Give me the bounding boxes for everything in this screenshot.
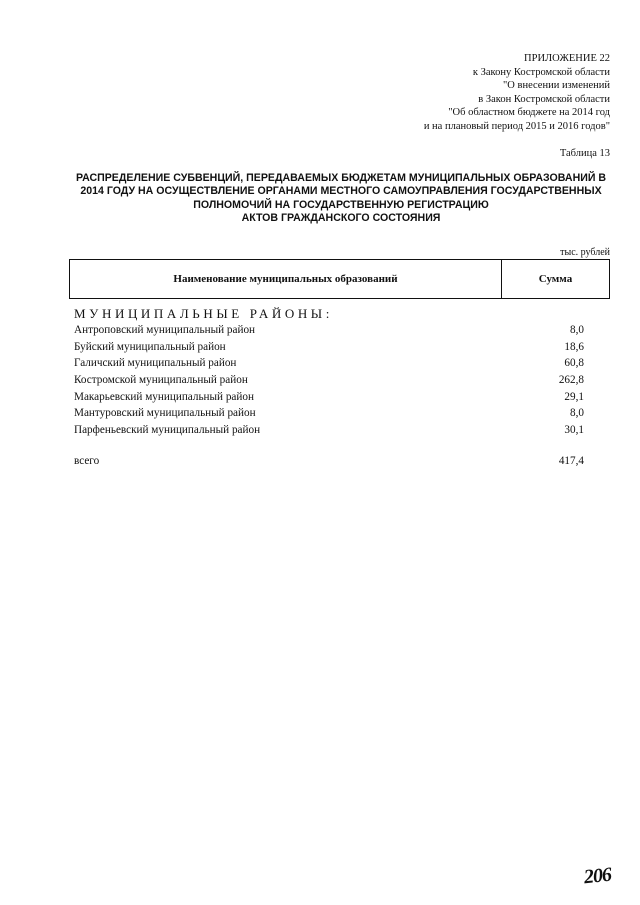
units-label: тыс. рублей bbox=[560, 247, 610, 258]
row-value: 60,8 bbox=[564, 357, 584, 370]
appendix-line: к Закону Костромской области bbox=[472, 66, 610, 78]
row-value: 30,1 bbox=[564, 423, 584, 436]
appendix-line: ПРИЛОЖЕНИЕ 22 bbox=[524, 53, 610, 64]
table-row bbox=[74, 405, 584, 422]
row-name: Макарьевский муниципальный район bbox=[74, 390, 254, 403]
page-number: 206 bbox=[582, 863, 613, 889]
total-value: 417,4 bbox=[558, 455, 584, 467]
row-name: Галичский муниципальный район bbox=[74, 357, 237, 370]
table-row bbox=[74, 355, 584, 372]
table-body bbox=[74, 322, 584, 438]
table-row bbox=[74, 422, 584, 439]
appendix-line: "О внесении изменений bbox=[503, 80, 610, 92]
header-name-column: Наименование муниципальных образований bbox=[70, 260, 502, 298]
row-name: Буйский муниципальный район bbox=[74, 340, 226, 353]
row-value: 8,0 bbox=[570, 324, 584, 337]
table-row bbox=[74, 388, 584, 405]
header-sum-column: Сумма bbox=[538, 273, 573, 285]
row-value: 262,8 bbox=[558, 374, 584, 387]
total-label: всего bbox=[74, 455, 100, 467]
row-value: 8,0 bbox=[570, 407, 584, 420]
row-value: 29,1 bbox=[564, 390, 584, 403]
appendix-header bbox=[270, 52, 610, 134]
title-line: ПОЛНОМОЧИЙ НА ГОСУДАРСТВЕННУЮ РЕГИСТРАЦИЮ bbox=[193, 198, 489, 211]
title-line: 2014 ГОДУ НА ОСУЩЕСТВЛЕНИЕ ОРГАНАМИ МЕСТНОГО САМОУПРАВЛЕНИЯ ГОСУДАРСТВЕННЫХ bbox=[80, 185, 602, 198]
appendix-line: и на плановый период 2015 и 2016 годов" bbox=[423, 120, 610, 132]
row-name: Мантуровский муниципальный район bbox=[74, 407, 256, 420]
section-title: МУНИЦИПАЛЬНЫЕ РАЙОНЫ: bbox=[74, 306, 333, 321]
title-line: РАСПРЕДЕЛЕНИЕ СУБВЕНЦИЙ, ПЕРЕДАВАЕМЫХ БЮДЖЕТАМ МУНИЦИПАЛЬНЫХ ОБРАЗОВАНИЙ В bbox=[75, 172, 607, 184]
table-label: Таблица 13 bbox=[559, 148, 610, 159]
table-row bbox=[74, 322, 584, 339]
table-row bbox=[74, 339, 584, 356]
table-row bbox=[74, 372, 584, 389]
row-name: Антроповский муниципальный район bbox=[74, 324, 256, 337]
document-title bbox=[66, 172, 616, 226]
total-row bbox=[74, 455, 584, 467]
title-line: АКТОВ ГРАЖДАНСКОГО СОСТОЯНИЯ bbox=[241, 212, 441, 225]
row-value: 18,6 bbox=[564, 340, 584, 353]
appendix-line: в Закон Костромской области bbox=[478, 93, 610, 105]
row-name: Парфеньевский муниципальный район bbox=[74, 423, 261, 436]
row-name: Костромской муниципальный район bbox=[74, 374, 248, 387]
appendix-line: "Об областном бюджете на 2014 год bbox=[448, 107, 610, 119]
table-header bbox=[69, 259, 610, 299]
